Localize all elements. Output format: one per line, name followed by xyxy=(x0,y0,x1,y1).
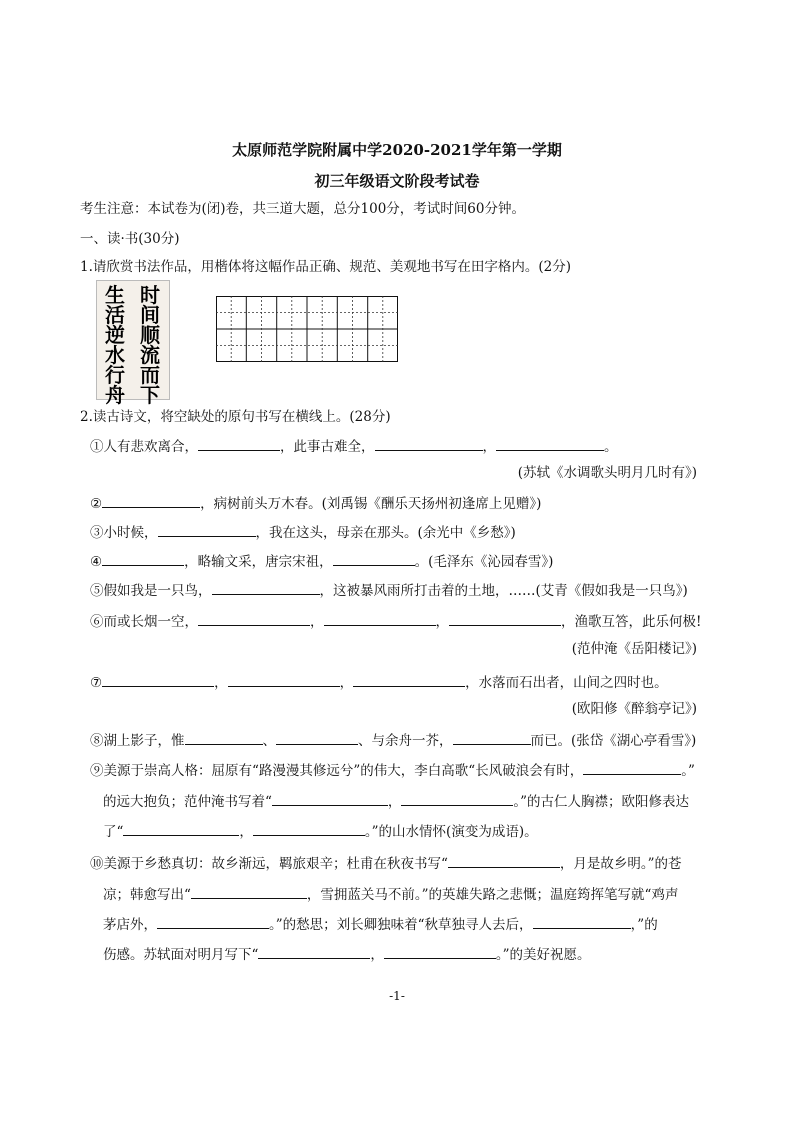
answer-blank[interactable] xyxy=(449,611,561,626)
q2-item-10-line-1: ⑩美源于乡愁真切：故乡渐远，羁旅艰辛；杜甫在秋夜书写“ ，月是故乡明。”的苍 xyxy=(90,853,682,873)
answer-blank[interactable] xyxy=(253,821,365,836)
question-2-text: 2.读古诗文，将空缺处的原句书写在横线上。(28分) xyxy=(80,409,391,425)
answer-blank[interactable] xyxy=(123,821,239,836)
answer-blank[interactable] xyxy=(198,436,280,451)
answer-blank[interactable] xyxy=(453,730,531,745)
calligraphy-char: 水 xyxy=(105,343,125,367)
q2-item-1-source: (苏轼《水调歌头明月几时有》) xyxy=(517,465,697,481)
calligraphy-artwork xyxy=(96,280,170,407)
calligraphy-char: 行 xyxy=(105,363,125,387)
answer-blank[interactable] xyxy=(333,551,415,566)
q2-item-5: ⑤假如我是一只鸟， ，这被暴风雨所打击着的土地，……(艾青《假如我是一只鸟》) xyxy=(90,580,688,600)
calligraphy-char: 生 xyxy=(105,283,125,307)
answer-blank[interactable] xyxy=(272,791,388,806)
q2-item-8: ⑧湖上影子，惟 、 、与余舟一芥， 而已。(张岱《湖心亭看雪》) xyxy=(90,730,696,750)
answer-blank[interactable] xyxy=(185,730,263,745)
answer-blank[interactable] xyxy=(102,551,184,566)
answer-blank[interactable] xyxy=(102,493,200,508)
calligraphy-char: 流 xyxy=(140,343,160,367)
answer-blank[interactable] xyxy=(533,914,631,929)
exam-notice: 考生注意：本试卷为(闭)卷，共三道大题，总分100分，考试时间60分钟。 xyxy=(80,201,525,217)
calligraphy-char: 下 xyxy=(140,383,160,407)
answer-blank[interactable] xyxy=(375,436,483,451)
q2-item-7: ⑦ ， ， ，水落而石出者，山间之四时也。 xyxy=(90,672,668,692)
answer-blank[interactable] xyxy=(212,580,320,595)
exam-subtitle: 初三年级语文阶段考试卷 xyxy=(314,172,480,190)
calligraphy-column-right xyxy=(135,283,165,407)
answer-blank[interactable] xyxy=(191,884,307,899)
q2-item-3: ③小时候， ，我在这头，母亲在那头。(余光中《乡愁》) xyxy=(90,522,516,542)
calligraphy-char: 时 xyxy=(140,283,160,307)
answer-blank[interactable] xyxy=(324,611,436,626)
calligraphy-column-left xyxy=(100,283,130,407)
answer-blank[interactable] xyxy=(448,853,560,868)
q2-item-4: ④ ，略输文采，唐宗宋祖， 。(毛泽东《沁园春雪》) xyxy=(90,551,553,571)
q2-item-2: ② ，病树前头万木春。(刘禹锡《酬乐天扬州初逢席上见赠》) xyxy=(90,493,541,513)
answer-blank[interactable] xyxy=(384,944,496,959)
question-1-text: 1.请欣赏书法作品，用楷体将这幅作品正确、规范、美观地书写在田字格内。(2分) xyxy=(80,259,572,275)
writing-grid[interactable] xyxy=(216,296,398,362)
q2-item-10-line-3: 茅店外， 。”的愁思；刘长卿独味着“秋草独寻人去后， ，”的 xyxy=(103,914,658,934)
exam-title: 太原师范学院附属中学2020-2021学年第一学期 xyxy=(232,141,562,159)
calligraphy-char: 逆 xyxy=(105,323,125,347)
answer-blank[interactable] xyxy=(583,760,681,775)
calligraphy-char: 活 xyxy=(105,303,125,327)
q2-item-6-source: (范仲淹《岳阳楼记》) xyxy=(571,641,697,657)
q2-item-9-line-1: ⑨美源于崇高人格：屈原有“路漫漫其修远兮”的伟大，李白高歌“长风破浪会有时， 。” xyxy=(90,760,695,780)
answer-blank[interactable] xyxy=(496,436,604,451)
q2-item-6: ⑥而或长烟一空， ， ， ，渔歌互答，此乐何极! xyxy=(90,611,701,631)
answer-blank[interactable] xyxy=(157,914,269,929)
answer-blank[interactable] xyxy=(228,672,340,687)
answer-blank[interactable] xyxy=(401,791,513,806)
q2-item-10-line-4: 伤感。苏轼面对明月写下“ ， 。”的美好祝愿。 xyxy=(103,944,591,964)
calligraphy-char: 间 xyxy=(140,303,160,327)
answer-blank[interactable] xyxy=(353,672,465,687)
section-1-heading: 一、读·书(30分) xyxy=(80,231,180,247)
calligraphy-char: 舟 xyxy=(105,383,125,407)
q2-item-9-line-3: 了“ ， 。”的山水情怀(演变为成语)。 xyxy=(103,821,538,841)
calligraphy-char: 顺 xyxy=(140,323,160,347)
q2-item-10-line-2: 凉；韩愈写出“ ，雪拥蓝关马不前。”的英雄失路之悲慨；温庭筠挥笔写就“鸡声 xyxy=(103,884,678,904)
q2-item-7-source: (欧阳修《醉翁亭记》) xyxy=(571,701,697,717)
answer-blank[interactable] xyxy=(198,611,310,626)
calligraphy-char: 而 xyxy=(140,363,160,387)
answer-blank[interactable] xyxy=(102,672,214,687)
answer-blank[interactable] xyxy=(258,944,370,959)
answer-blank[interactable] xyxy=(276,730,358,745)
q2-item-1: ①人有悲欢离合， ，此事古难全， ， 。 xyxy=(90,436,618,456)
page-number: -1- xyxy=(389,989,405,1003)
q2-item-9-line-2: 的远大抱负；范仲淹书写着“ ， 。”的古仁人胸襟；欧阳修表达 xyxy=(103,791,689,811)
answer-blank[interactable] xyxy=(158,522,256,537)
